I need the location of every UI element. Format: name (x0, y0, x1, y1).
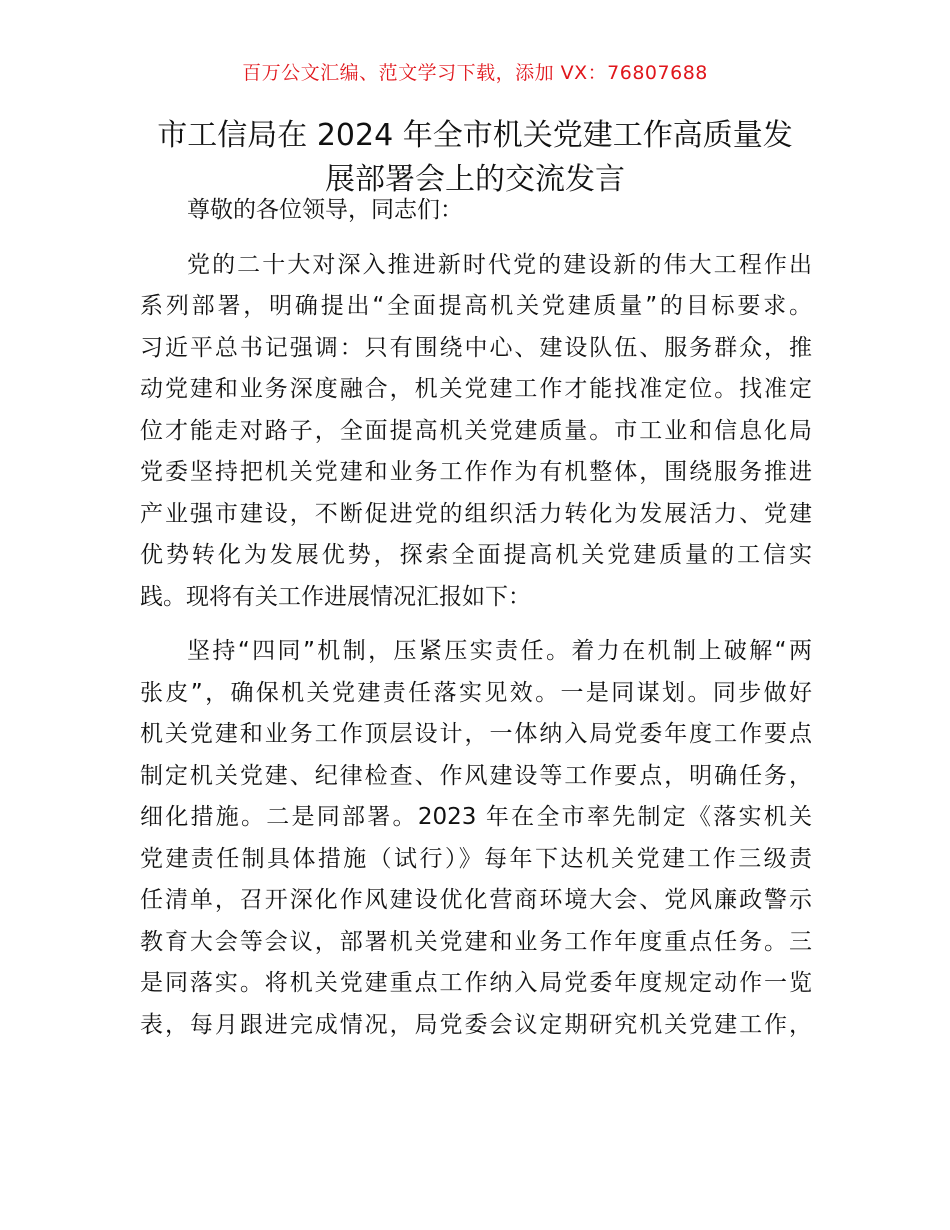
title-line-1: 市工信局在 2024 年全市机关党建工作高质量发 (157, 118, 793, 153)
text-line: 党建责任制具体措施（试行）》每年下达机关党建工作三级责 (140, 845, 812, 872)
text-line: 教育大会等会议，部署机关党建和业务工作年度重点任务。三 (140, 928, 812, 955)
text-line: 位才能走对路子，全面提高机关党建质量。市工业和信息化局 (140, 417, 812, 444)
text-line: 习近平总书记强调：只有围绕中心、建设队伍、服务群众，推 (140, 334, 812, 361)
text-line: 产业强市建设，不断促进党的组织活力转化为发展活力、党建 (140, 500, 812, 527)
text-line: 细化措施。二是同部署。2023 年在全市率先制定《落实机关 (140, 804, 812, 830)
paragraph-four-same (140, 631, 812, 1046)
text-line: 表，每月跟进完成情况，局党委会议定期研究机关党建工作， (140, 1011, 812, 1038)
paragraph-intro (140, 245, 812, 619)
text-line: 践。现将有关工作进展情况汇报如下： (140, 583, 531, 610)
salutation-text: 尊敬的各位领导，同志们： (187, 197, 463, 223)
text-line: 动党建和业务深度融合，机关党建工作才能找准定位。找准定 (140, 376, 812, 402)
header-note: 百万公文汇编、范文学习下载，添加 VX：76807688 (242, 62, 708, 84)
salutation (140, 190, 812, 232)
text-line: 优势转化为发展优势，探索全面提高机关党建质量的工信实 (140, 542, 812, 568)
text-line: 是同落实。将机关党建重点工作纳入局党委年度规定动作一览 (140, 970, 812, 996)
title-line-2: 展部署会上的交流发言 (325, 162, 625, 197)
text-line: 系列部署，明确提出“全面提高机关党建质量”的目标要求。 (140, 293, 812, 319)
text-line: 张皮”，确保机关党建责任落实见效。一是同谋划。同步做好 (140, 679, 812, 706)
text-line: 党委坚持把机关党建和业务工作作为有机整体，围绕服务推进 (140, 459, 812, 485)
text-line: 坚持“四同”机制，压紧压实责任。着力在机制上破解“两 (187, 638, 812, 664)
text-line: 党的二十大对深入推进新时代党的建设新的伟大工程作出 (187, 251, 812, 278)
text-line: 任清单，召开深化作风建设优化营商环境大会、党风廉政警示 (140, 887, 812, 913)
document-body (140, 190, 812, 1059)
document-title (120, 114, 830, 202)
text-line: 机关党建和业务工作顶层设计，一体纳入局党委年度工作要点 (140, 721, 812, 747)
text-line: 制定机关党建、纪律检查、作风建设等工作要点，明确任务， (140, 762, 812, 789)
